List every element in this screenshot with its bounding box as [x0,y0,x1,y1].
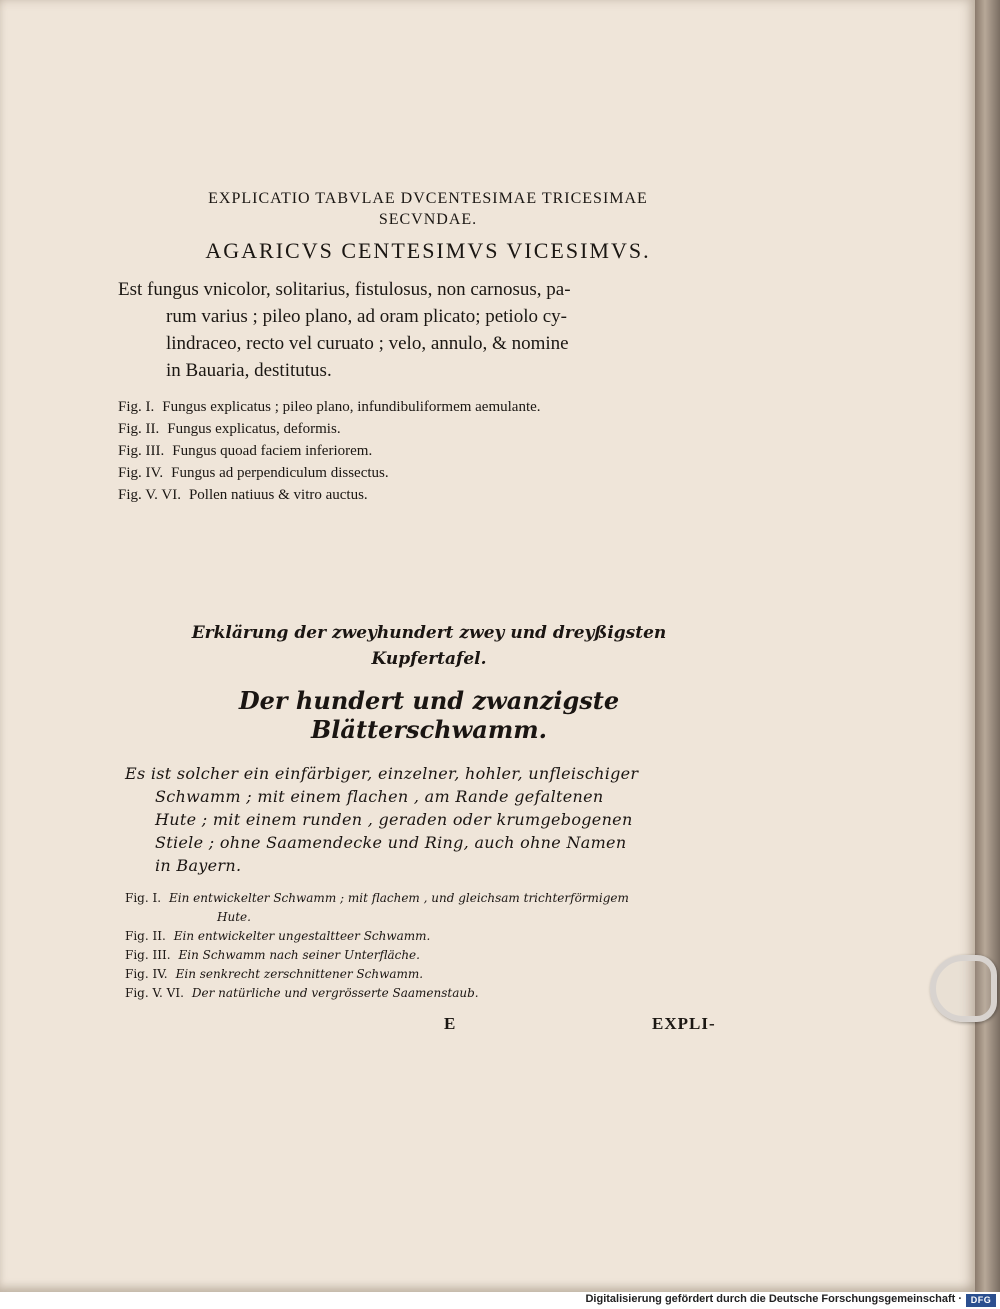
figure-text: Fungus explicatus, deformis. [167,421,341,437]
figure-label: Fig. III. [118,443,165,459]
figure-caption [125,927,733,946]
latin-title-line2: SECVNDAE. [378,211,478,228]
paper-clip-icon [930,955,997,1022]
latin-body-line: in Bauaria, destitutus. [166,360,332,381]
figure-label: Fig. II. [118,421,160,437]
figure-text: Ein senkrecht zerschnittener Schwamm. [175,967,424,981]
figure-label: Fig. IV. [125,967,168,981]
latin-section [118,188,738,506]
figure-text: Fungus explicatus ; pileo plano, infundibuliformem aemulante. [162,399,541,415]
catchword: EXPLI- [652,1014,716,1033]
figure-label: Fig. III. [125,948,171,962]
german-body-line: Schwamm ; mit einem flachen , am Rande gefaltenen [155,787,604,806]
latin-body [118,276,738,384]
figure-text: Pollen natiuus & vitro auctus. [188,487,368,503]
german-heading: Der hundert und zwanzigste Blätterschwamm. [238,686,620,744]
page-edge [975,0,1000,1292]
figure-text: Ein Schwamm nach seiner Unterfläche. [178,948,420,962]
figure-caption [118,484,738,506]
figure-caption [118,440,738,462]
figure-caption [118,462,738,484]
signature-mark: E [444,1014,457,1033]
figure-text: Der natürliche und vergrösserte Saamenstaub. [191,986,479,1000]
figure-label: Fig. II. [125,929,166,943]
figure-label: Fig. IV. [118,465,164,481]
german-figure-list [125,889,733,1003]
figure-text-continuation: Hute. [217,910,251,924]
latin-heading: AGARICVS CENTESIMVS VICESIMVS. [205,238,651,263]
figure-label: Fig. V. VI. [118,487,181,503]
figure-text: Ein entwickelter ungestaltteer Schwamm. [173,929,431,943]
figure-caption [125,889,733,908]
latin-title-line1: EXPLICATIO TABVLAE DVCENTESIMAE TRICESIMAE [208,190,648,207]
german-section [125,620,733,1003]
figure-text: Fungus quoad faciem inferiorem. [172,443,373,459]
figure-caption [125,946,733,965]
latin-body-line: rum varius ; pileo plano, ad oram plicato; petiolo cy- [166,306,568,327]
figure-text: Ein entwickelter Schwamm ; mit flachem , und gleichsam trichterförmigem [169,891,629,905]
latin-figure-list [118,396,738,506]
figure-label: Fig. V. VI. [125,986,184,1000]
figure-caption [118,396,738,418]
german-title-line2: Kupfertafel. [371,649,487,669]
latin-body-line: Est fungus vnicolor, solitarius, fistulosus, non carnosus, pa- [118,279,571,300]
german-body-line: Es ist solcher ein einfärbiger, einzelner, hohler, unfleischiger [125,764,639,783]
figure-label: Fig. I. [118,399,155,415]
latin-body-line: lindraceo, recto vel curuato ; velo, annulo, & nomine [166,333,569,354]
figure-caption [125,965,733,984]
german-body-line: Hute ; mit einem runden , geraden oder krumgebogenen [155,810,633,829]
german-body-line: Stiele ; ohne Saamendecke und Ring, auch ohne Namen [155,833,627,852]
german-body-line: in Bayern. [155,856,242,875]
digitization-credit: Digitalisierung gefördert durch die Deutsche Forschungsgemeinschaft · [585,1293,962,1305]
german-body [125,762,733,877]
figure-label: Fig. I. [125,891,162,905]
figure-text: Fungus ad perpendiculum dissectus. [171,465,389,481]
dfg-logo-icon: DFG [966,1294,996,1307]
figure-caption [118,418,738,440]
german-title-line1: Erklärung der zweyhundert zwey und dreyßigsten [191,623,667,643]
figure-caption [125,984,733,1003]
